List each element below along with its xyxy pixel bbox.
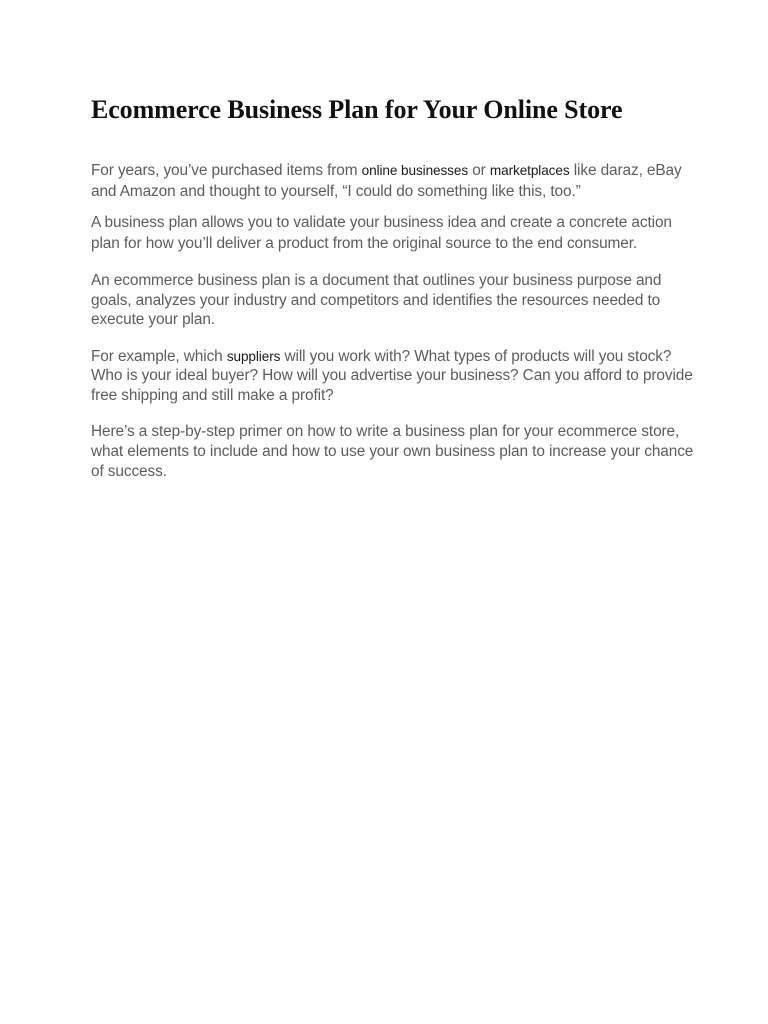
paragraph-primer: Here’s a step-by-step primer on how to write a business plan for your ecommerce store, what elements to include and how to use your own business plan to increase your chance of success. bbox=[91, 423, 694, 480]
paragraph-example-text-a: For example, which bbox=[91, 347, 227, 365]
paragraph-example bbox=[91, 347, 701, 406]
paragraph-intro-text-c: like daraz, eBay and Amazon and thought to yourself, “I could do something like this, too.” bbox=[91, 162, 682, 200]
paragraph-intro-text-b: or bbox=[468, 162, 490, 179]
link-suppliers[interactable]: suppliers bbox=[226, 348, 281, 364]
link-online-businesses[interactable]: online businesses bbox=[361, 163, 469, 178]
link-marketplaces[interactable]: marketplaces bbox=[489, 163, 570, 178]
document-body bbox=[91, 92, 701, 482]
paragraph-definition: An ecommerce business plan is a document that outlines your business purpose and goals, analyzes your industry and competitors and identifies the resources needed to execute your plan. bbox=[91, 272, 662, 328]
paragraph-intro bbox=[91, 160, 701, 202]
paragraph-business-plan: A business plan allows you to validate your business idea and create a concrete action plan for how you’ll deliver a product from the original source to the end consumer. bbox=[91, 214, 672, 252]
document-title: Ecommerce Business Plan for Your Online Store bbox=[91, 95, 623, 124]
paragraph-intro-text-a: For years, you’ve purchased items from bbox=[91, 162, 362, 179]
paragraph-example-text-b: will you work with? What types of products will you stock? Who is your ideal buyer? How will you advertise your business? Can you afford to provide free shipping and still make a profit? bbox=[91, 347, 693, 404]
